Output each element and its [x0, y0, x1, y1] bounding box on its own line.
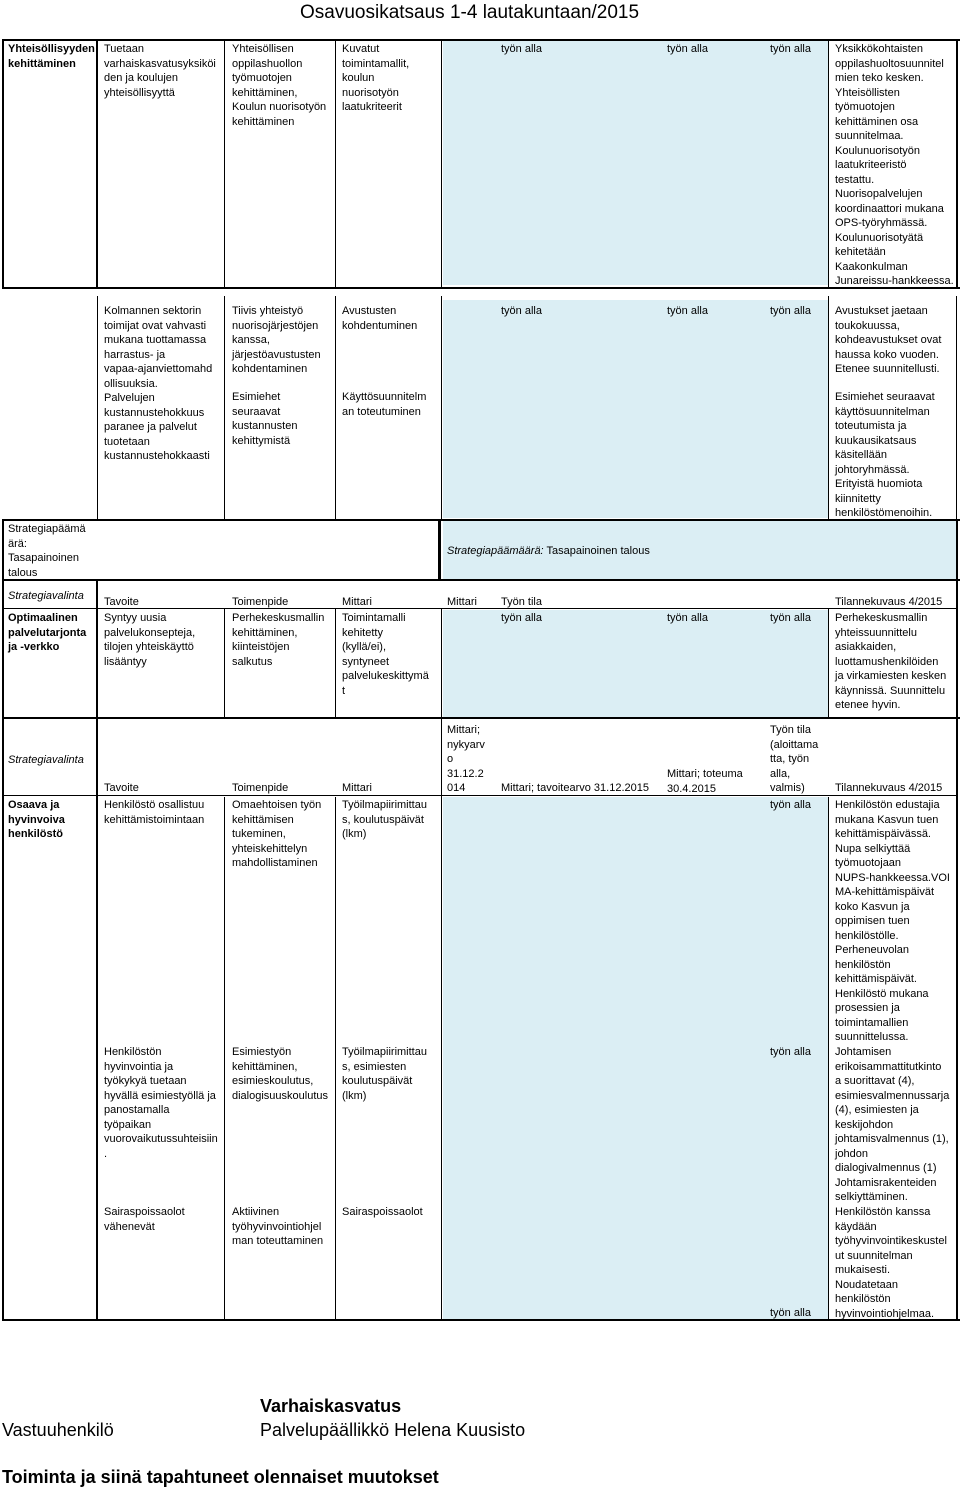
section-title: Toiminta ja siinä tapahtuneet olennaiset muutokset	[2, 1467, 439, 1487]
block4-r2-tilannekuvaus: Johtamisen erikoisammattitutkinto a suorittavat (4), esimiesvalmennussarja (4), esimiesten ja keskijohdon johtamisvalmennus (1), johdon dialogivalmennus (1) Johtamisrakenteiden selkiyttäminen.	[835, 1046, 950, 1203]
strategiapaamaara-value: Tasapainoinen talous	[543, 545, 650, 557]
block2-tilannekuvaus-1: Avustukset jaetaan toukokuussa, kohdeavustukset ovat haussa koko vuoden. Etenee suunnitellusti.	[835, 305, 942, 375]
block4-r3-toimenpide: Aktiivinen työhyvinvointiohjel man toteuttaminen	[232, 1206, 324, 1247]
block2-toimenpide-1: Tiivis yhteistyö nuorisojärjestöjen kanssa, järjestöavustusten kohdentaminen	[232, 305, 321, 375]
col-toimenpide-1: Toimenpide	[232, 596, 289, 608]
block4-r2-mittari: Työilmapiirimittau s, esimiesten koulutuspäivät (lkm)	[342, 1046, 427, 1102]
col-tilannekuvaus-1: Tilannekuvaus 4/2015	[835, 596, 943, 608]
block4-r1-tilannekuvaus: Henkilöstön edustajia mukana Kasvun tuen kehittämispäivässä. Nupa selkiyttää työmuotojaan NUPS-hankkeessa.VOI MA-kehittämispäivät koko Kasvun ja oppimisen tuen henkilöstölle. Perheneuvolan henkilöstön kehittämispäivät. Henkilöstö mukana prosessien ja toimintamallien suunnittelussa.	[835, 799, 950, 1043]
block1-status-2: työn alla	[667, 43, 708, 55]
block1-tilannekuvaus: Yksikkökohtaisten oppilashuoltosuunnitel mien teko kesken. Yhteisöllisten työmuotojen kehittäminen osa suunnitelmaa. Koulunuorisotyön laatukriteeristö testattu. Nuorisopalvelujen koordinaattori mukana OPS-työryhmässä. Koulunuorisotyätä kehitetään Kaakonkulman Junareissu-hankkeessa.	[835, 43, 954, 287]
block3-status-2: työn alla	[667, 612, 708, 624]
block1-status-3: työn alla	[770, 43, 811, 55]
block1-label: Yhteisöllisyyden kehittäminen	[8, 43, 95, 70]
block2-mittari-1: Avustusten kohdentuminen	[342, 305, 418, 332]
strategiavalinta-label-1: Strategiavalinta	[8, 590, 84, 602]
col-tyon-tila: Työn tila	[501, 596, 542, 608]
block4-r2-toimenpide: Esimiestyön kehittäminen, esimieskoulutus, dialogisuuskoulutus	[232, 1046, 329, 1102]
block2-mittari-2: Käyttösuunnitelm an toteutuminen	[342, 391, 427, 418]
col-tilannekuvaus-2: Tilannekuvaus 4/2015	[835, 782, 943, 794]
block4-r2-status: työn alla	[770, 1046, 811, 1058]
col-tavoite-1: Tavoite	[104, 596, 139, 608]
strategiapaamaara-right	[447, 544, 650, 559]
block3-status-3: työn alla	[770, 612, 811, 624]
col-mittari-tavoitearvo: Mittari; tavoitearvo 31.12.2015	[501, 782, 649, 794]
block2-status-2: työn alla	[667, 305, 708, 317]
block4-r3-tavoite: Sairaspoissaolot vähenevät	[104, 1206, 185, 1233]
status-area-bg-2	[443, 300, 828, 518]
col-mittari-nykyarvo: Mittari; nykyarv o 31.12.2 014	[447, 724, 485, 794]
block4-label: Osaava ja hyvinvoiva henkilöstö	[8, 799, 65, 840]
block4-r2-tavoite: Henkilöstön hyvinvointia ja työkykyä tuetaan hyvällä esimiestyöllä ja panostamalla työpaikan vuorovaikutussuhteisiin .	[104, 1046, 218, 1160]
block2-toimenpide-2: Esimiehet seuraavat kustannusten kehittymistä	[232, 391, 298, 447]
block2-tavoite: Kolmannen sektorin toimijat ovat vahvasti mukana tuottamassa harrastus- ja vapaa-ajanviettomahd ollisuuksia. Palvelujen kustannustehokkuus paranee ja palvelut tuotetaan kustannustehokkaasti	[104, 305, 213, 462]
status-area-bg-4	[443, 610, 828, 718]
block3-label: Optimaalinen palvelutarjonta ja -verkko	[8, 612, 87, 653]
block4-r3-mittari: Sairaspoissaolot	[342, 1206, 423, 1218]
block1-mittari: Kuvatut toimintamallit, koulun nuorisotyön laatukriteerit	[342, 43, 410, 113]
block4-r3-tilannekuvaus: Henkilöstön kanssa käydään työhyvinvointikeskustel ut suunnitelman mukaisesti. Noudatetaan henkilöstön hyvinvointiohjelmaa.	[835, 1206, 947, 1320]
status-area-bg-1	[443, 41, 828, 285]
block3-tilannekuvaus: Perhekeskusmallin yhteissuunnittelu asiakkaiden, luottamushenkilöiden ja virkamiesten kesken käynnissä. Suunnittelu etenee hyvin.	[835, 612, 947, 711]
col-tyon-tila-long: Työn tila (aloittama tta, työn alla, valmis)	[770, 724, 819, 794]
vastuuhenkilo-label: Vastuuhenkilö	[2, 1420, 114, 1440]
col-mittari-2: Mittari	[447, 596, 477, 608]
col-toimenpide-2: Toimenpide	[232, 782, 289, 794]
page-title: Osavuosikatsaus 1-4 lautakuntaan/2015	[300, 2, 640, 23]
block1-toimenpide: Yhteisöllisen oppilashuollon työmuotojen kehittäminen, Koulun nuorisotyön kehittäminen	[232, 43, 327, 128]
col-tavoite-2: Tavoite	[104, 782, 139, 794]
strategiavalinta-label-2: Strategiavalinta	[8, 754, 84, 766]
strategiapaamaara-left: Strategiapäämä ärä: Tasapainoinen talous	[8, 523, 86, 579]
col-mittari-1: Mittari	[342, 596, 372, 608]
block3-mittari: Toimintamalli kehitetty (kyllä/ei), syntyneet palvelukeskittymä t	[342, 612, 429, 697]
block3-toimenpide: Perhekeskusmallin kehittäminen, kiinteistöjen salkutus	[232, 612, 325, 668]
block4-r1-mittari: Työilmapiirimittau s, koulutuspäivät (lkm)	[342, 799, 427, 840]
block4-r1-status: työn alla	[770, 799, 811, 811]
col-mittari-toteuma: Mittari; toteuma 30.4.2015	[667, 768, 743, 795]
block1-tavoite: Tuetaan varhaiskasvatusyksiköi den ja koulujen yhteisöllisyyttä	[104, 43, 216, 99]
block4-r1-tavoite: Henkilöstö osallistuu kehittämistoimintaan	[104, 799, 205, 826]
block2-tilannekuvaus-2: Esimiehet seuraavat käyttösuunnitelman toteutumista ja kuukausikatsaus käsitellään johtoryhmässä. Erityistä huomiota kiinnitetty henkilöstömenoihin.	[835, 391, 935, 519]
strategiapaamaara-label: Strategiapäämäärä:	[447, 545, 544, 557]
vastuuhenkilo-value: Palvelupäällikkö Helena Kuusisto	[260, 1420, 526, 1440]
block2-status-1: työn alla	[501, 305, 542, 317]
block1-status-1: työn alla	[501, 43, 542, 55]
col-mittari-3: Mittari	[342, 782, 372, 794]
block3-tavoite: Syntyy uusia palvelukonsepteja, tilojen yhteiskäyttö lisääntyy	[104, 612, 196, 668]
block4-r1-toimenpide: Omaehtoisen työn kehittämisen tukeminen, yhteiskehittelyn mahdollistaminen	[232, 799, 322, 869]
department-title: Varhaiskasvatus	[260, 1396, 402, 1416]
block4-r3-status: työn alla	[770, 1307, 811, 1319]
block3-status-1: työn alla	[501, 612, 542, 624]
block2-status-3: työn alla	[770, 305, 811, 317]
